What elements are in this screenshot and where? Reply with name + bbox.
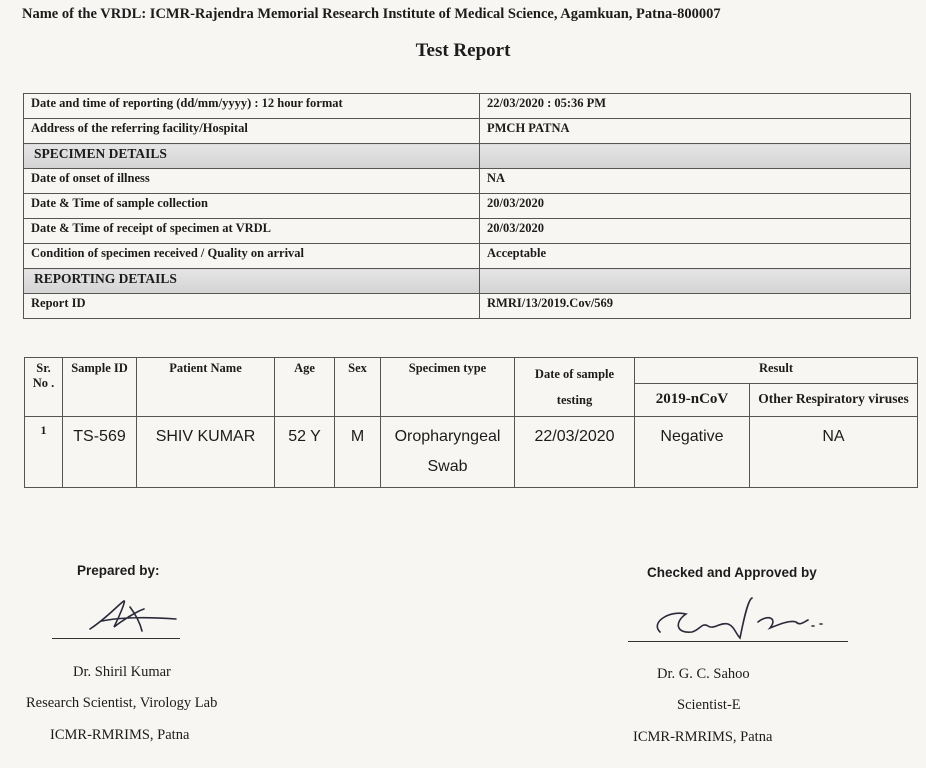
reporting-datetime-row bbox=[24, 94, 911, 119]
approved-name: Dr. G. C. Sahoo bbox=[657, 666, 750, 682]
sex-cell: M bbox=[335, 417, 381, 488]
report-details-table bbox=[23, 93, 911, 319]
sex-header: Sex bbox=[335, 358, 381, 417]
ncov-result-cell: Negative bbox=[635, 417, 750, 488]
condition-row bbox=[24, 244, 911, 269]
onset-value: NA bbox=[480, 169, 911, 194]
specimen-type-header: Specimen type bbox=[381, 358, 515, 417]
facility-label: Address of the referring facility/Hospital bbox=[24, 119, 480, 144]
sr-no-header: Sr. No . bbox=[25, 358, 63, 417]
onset-row bbox=[24, 169, 911, 194]
sample-id-cell: TS-569 bbox=[63, 417, 137, 488]
patient-name-cell: SHIV KUMAR bbox=[137, 417, 275, 488]
condition-label: Condition of specimen received / Quality on arrival bbox=[24, 244, 480, 269]
reporting-section-row bbox=[24, 269, 911, 294]
prepared-name: Dr. Shiril Kumar bbox=[73, 664, 171, 680]
date-testing-cell: 22/03/2020 bbox=[515, 417, 635, 488]
reporting-section-blank bbox=[480, 269, 911, 294]
prepared-signature-line bbox=[52, 638, 180, 639]
approved-signature-line bbox=[628, 641, 848, 642]
onset-label: Date of onset of illness bbox=[24, 169, 480, 194]
sr-no-cell: 1 bbox=[25, 417, 63, 488]
receipt-value: 20/03/2020 bbox=[480, 219, 911, 244]
collection-row bbox=[24, 194, 911, 219]
condition-value: Acceptable bbox=[480, 244, 911, 269]
specimen-section-row bbox=[24, 144, 911, 169]
approved-role: Scientist-E bbox=[677, 697, 741, 713]
age-cell: 52 Y bbox=[275, 417, 335, 488]
specimen-section-heading: SPECIMEN DETAILS bbox=[24, 144, 480, 169]
facility-value: PMCH PATNA bbox=[480, 119, 911, 144]
specimen-section-blank bbox=[480, 144, 911, 169]
ncov-header: 2019-nCoV bbox=[635, 384, 750, 417]
report-title: Test Report bbox=[415, 40, 511, 61]
receipt-label: Date & Time of receipt of specimen at VRDL bbox=[24, 219, 480, 244]
reporting-datetime-label: Date and time of reporting (dd/mm/yyyy) : 12 hour format bbox=[24, 94, 480, 119]
vrdl-name: Name of the VRDL: ICMR-Rajendra Memorial Research Institute of Medical Science, Agamkuan, Patna-800007 bbox=[22, 6, 721, 22]
approved-by-title: Checked and Approved by bbox=[647, 565, 817, 580]
prepared-signature-icon bbox=[80, 597, 190, 637]
receipt-row bbox=[24, 219, 911, 244]
specimen-type-cell: Oropharyngeal Swab bbox=[381, 417, 515, 488]
report-id-row bbox=[24, 294, 911, 319]
other-viruses-cell: NA bbox=[750, 417, 918, 488]
patient-name-header: Patient Name bbox=[137, 358, 275, 417]
age-header: Age bbox=[275, 358, 335, 417]
prepared-role: Research Scientist, Virology Lab bbox=[26, 695, 218, 711]
patient-header-row bbox=[25, 358, 918, 384]
reporting-datetime-value: 22/03/2020 : 05:36 PM bbox=[480, 94, 911, 119]
approved-signature-icon bbox=[640, 592, 840, 648]
other-viruses-header: Other Respiratory viruses bbox=[750, 384, 918, 417]
table-row bbox=[25, 417, 918, 488]
result-header: Result bbox=[635, 358, 918, 384]
facility-row bbox=[24, 119, 911, 144]
sample-id-header: Sample ID bbox=[63, 358, 137, 417]
prepared-org: ICMR-RMRIMS, Patna bbox=[50, 727, 190, 743]
report-id-label: Report ID bbox=[24, 294, 480, 319]
prepared-by-title: Prepared by: bbox=[77, 563, 160, 578]
approved-org: ICMR-RMRIMS, Patna bbox=[633, 729, 773, 745]
collection-value: 20/03/2020 bbox=[480, 194, 911, 219]
date-testing-header: Date of sample testing bbox=[515, 358, 635, 417]
collection-label: Date & Time of sample collection bbox=[24, 194, 480, 219]
report-id-value: RMRI/13/2019.Cov/569 bbox=[480, 294, 911, 319]
reporting-section-heading: REPORTING DETAILS bbox=[24, 269, 480, 294]
patient-results-table bbox=[24, 357, 918, 488]
